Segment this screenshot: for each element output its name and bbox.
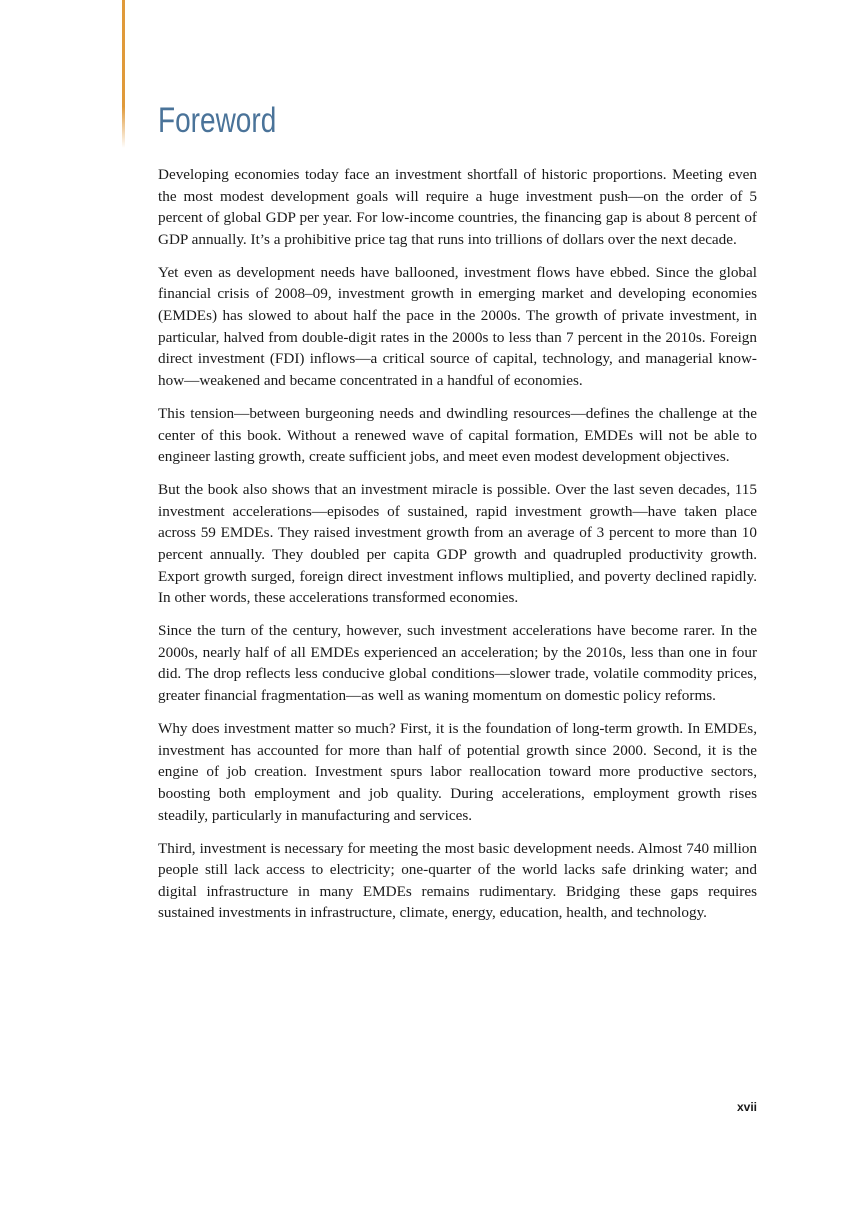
foreword-body: [158, 164, 757, 936]
chapter-accent-bar: [122, 0, 125, 148]
paragraph: Why does investment matter so much? First, it is the foundation of long-term growth. In EMDEs, investment has accounted for more than half of potential growth since 2000. Second, it is the engine of job creation. Investment spurs labor reallocation toward more productive sectors, boosting both employment and job quality. During accelerations, employment growth rises steadily, particularly in manufacturing and services.: [158, 720, 757, 824]
paragraph: Third, investment is necessary for meeting the most basic development needs. Almost 740 million people still lack access to electricity; one-quarter of the world lacks safe drinking water; and digital infrastructure in many EMDEs remains rudimentary. Bridging these gaps requires sustained investments in infrastructure, climate, energy, education, health, and technology.: [158, 839, 757, 922]
paragraph: But the book also shows that an investment miracle is possible. Over the last seven decades, 115 investment accelerations—episodes of sustained, rapid investment growth—have taken place across 59 EMDEs. They raised investment growth from an average of 3 percent to more than 10 percent annually. They doubled per capita GDP growth and quadrupled productivity growth. Export growth surged, foreign direct investment inflows multiplied, and poverty declined rapidly. In other words, these accelerations transformed economies.: [158, 481, 757, 607]
paragraph: Yet even as development needs have ballooned, investment flows have ebbed. Since the global financial crisis of 2008–09, investment growth in emerging market and developing economies (EMDEs) has slowed to about half the pace in the 2000s. The growth of private investment, in particular, halved from double-digit rates in the 2000s to less than 7 percent in the 2010s. Foreign direct investment (FDI) inflows—a critical source of capital, technology, and managerial know-how—weakened and became concentrated in a handful of economies.: [158, 263, 757, 389]
paragraph: Since the turn of the century, however, such investment accelerations have become rarer. In the 2000s, nearly half of all EMDEs experienced an acceleration; by the 2010s, less than one in four did. The drop reflects less conducive global conditions—slower trade, volatile commodity prices, greater financial fragmentation—as well as waning momentum on domestic policy reforms.: [158, 622, 757, 705]
page-title: Foreword: [158, 101, 277, 140]
paragraph: Developing economies today face an investment shortfall of historic proportions. Meeting even the most modest development goals will require a huge investment push—on the order of 5 percent of global GDP per year. For low-income countries, the financing gap is about 8 percent of GDP annually. It’s a prohibitive price tag that runs into trillions of dollars over the next decade.: [158, 166, 757, 248]
page-number: xvii: [736, 1100, 757, 1114]
paragraph: This tension—between burgeoning needs and dwindling resources—defines the challenge at the center of this book. Without a renewed wave of capital formation, EMDEs will not be able to engineer lasting growth, create sufficient jobs, and meet even modest development objectives.: [158, 404, 757, 466]
